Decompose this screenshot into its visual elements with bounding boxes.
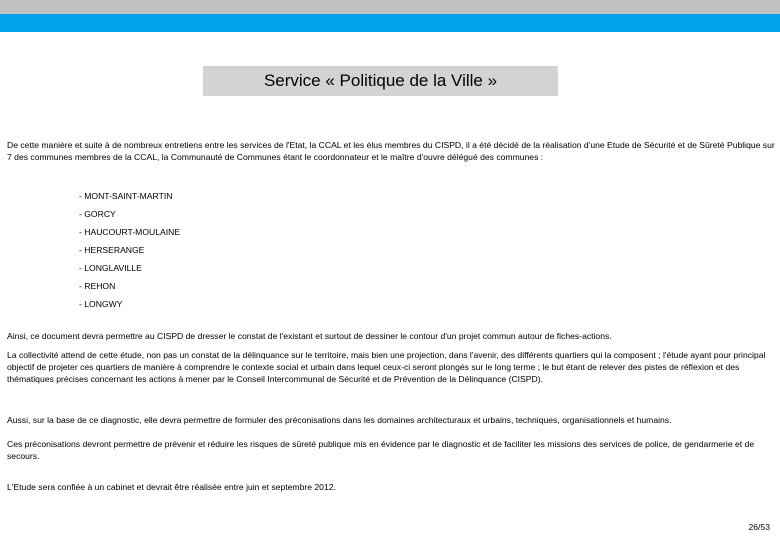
paragraph-prevention: Ces préconisations devront permettre de prévenir et réduire les risques de sûreté publique mis en évidence par le diagnostic et de faciliter les missions des services de police, de gendarmerie et de secours. [7, 439, 755, 461]
list-item: - HERSERANGE [79, 245, 145, 255]
page-title: Service « Politique de la Ville » [203, 66, 558, 96]
paragraph-expectations: La collectivité attend de cette étude, non pas un constat de la délinquance sur le territoire, mais bien une projection, dans l'avenir, des différents quartiers qui la composent ; l'étude ayant pour principal objectif de projeter ces quartiers de manière à comprendre le contexte social et urbain dans lequel ceux-ci seront plongés sur le long terme ; le but étant de relever des pistes de réflexion et des thématiques précises concernant les actions à mener par le Conseil Intercommunal de Sécurité et de Prévention de la Délinquance (CISPD). [7, 350, 766, 384]
paragraph-schedule: L'Etude sera confiée à un cabinet et devrait être réalisée entre juin et septembre 2012. [7, 482, 336, 492]
top-bar-blue [0, 14, 780, 32]
paragraph-recommendations: Aussi, sur la base de ce diagnostic, elle devra permettre de formuler des préconisations dans les domaines architecturaux et urbains, techniques, organisationnels et humains. [7, 415, 672, 425]
list-item: - GORCY [79, 209, 116, 219]
list-item: - MONT-SAINT-MARTIN [79, 191, 173, 201]
list-item: - HAUCOURT-MOULAINE [79, 227, 181, 237]
paragraph-objective: Ainsi, ce document devra permettre au CISPD de dresser le constat de l'existant et surtout de dessiner le contour d'un projet commun autour de fiches-actions. [7, 331, 612, 341]
communes-list [79, 190, 180, 316]
list-item: - LONGLAVILLE [79, 263, 142, 273]
intro-paragraph: De cette manière et suite à de nombreux entretiens entre les services de l'Etat, la CCAL et les élus membres du CISPD, il a été décidé de la réalisation d'une Etude de Sécurité et de Sûreté Publique sur 7 des communes membres de la CCAL, la Communauté de Communes étant le coordonnateur et le maître d'ouvre délégué des communes : [7, 140, 775, 162]
list-item: - REHON [79, 281, 116, 291]
list-item: - LONGWY [79, 299, 123, 309]
top-bar-gray [0, 0, 780, 14]
page-number: 26/53 [748, 522, 770, 532]
